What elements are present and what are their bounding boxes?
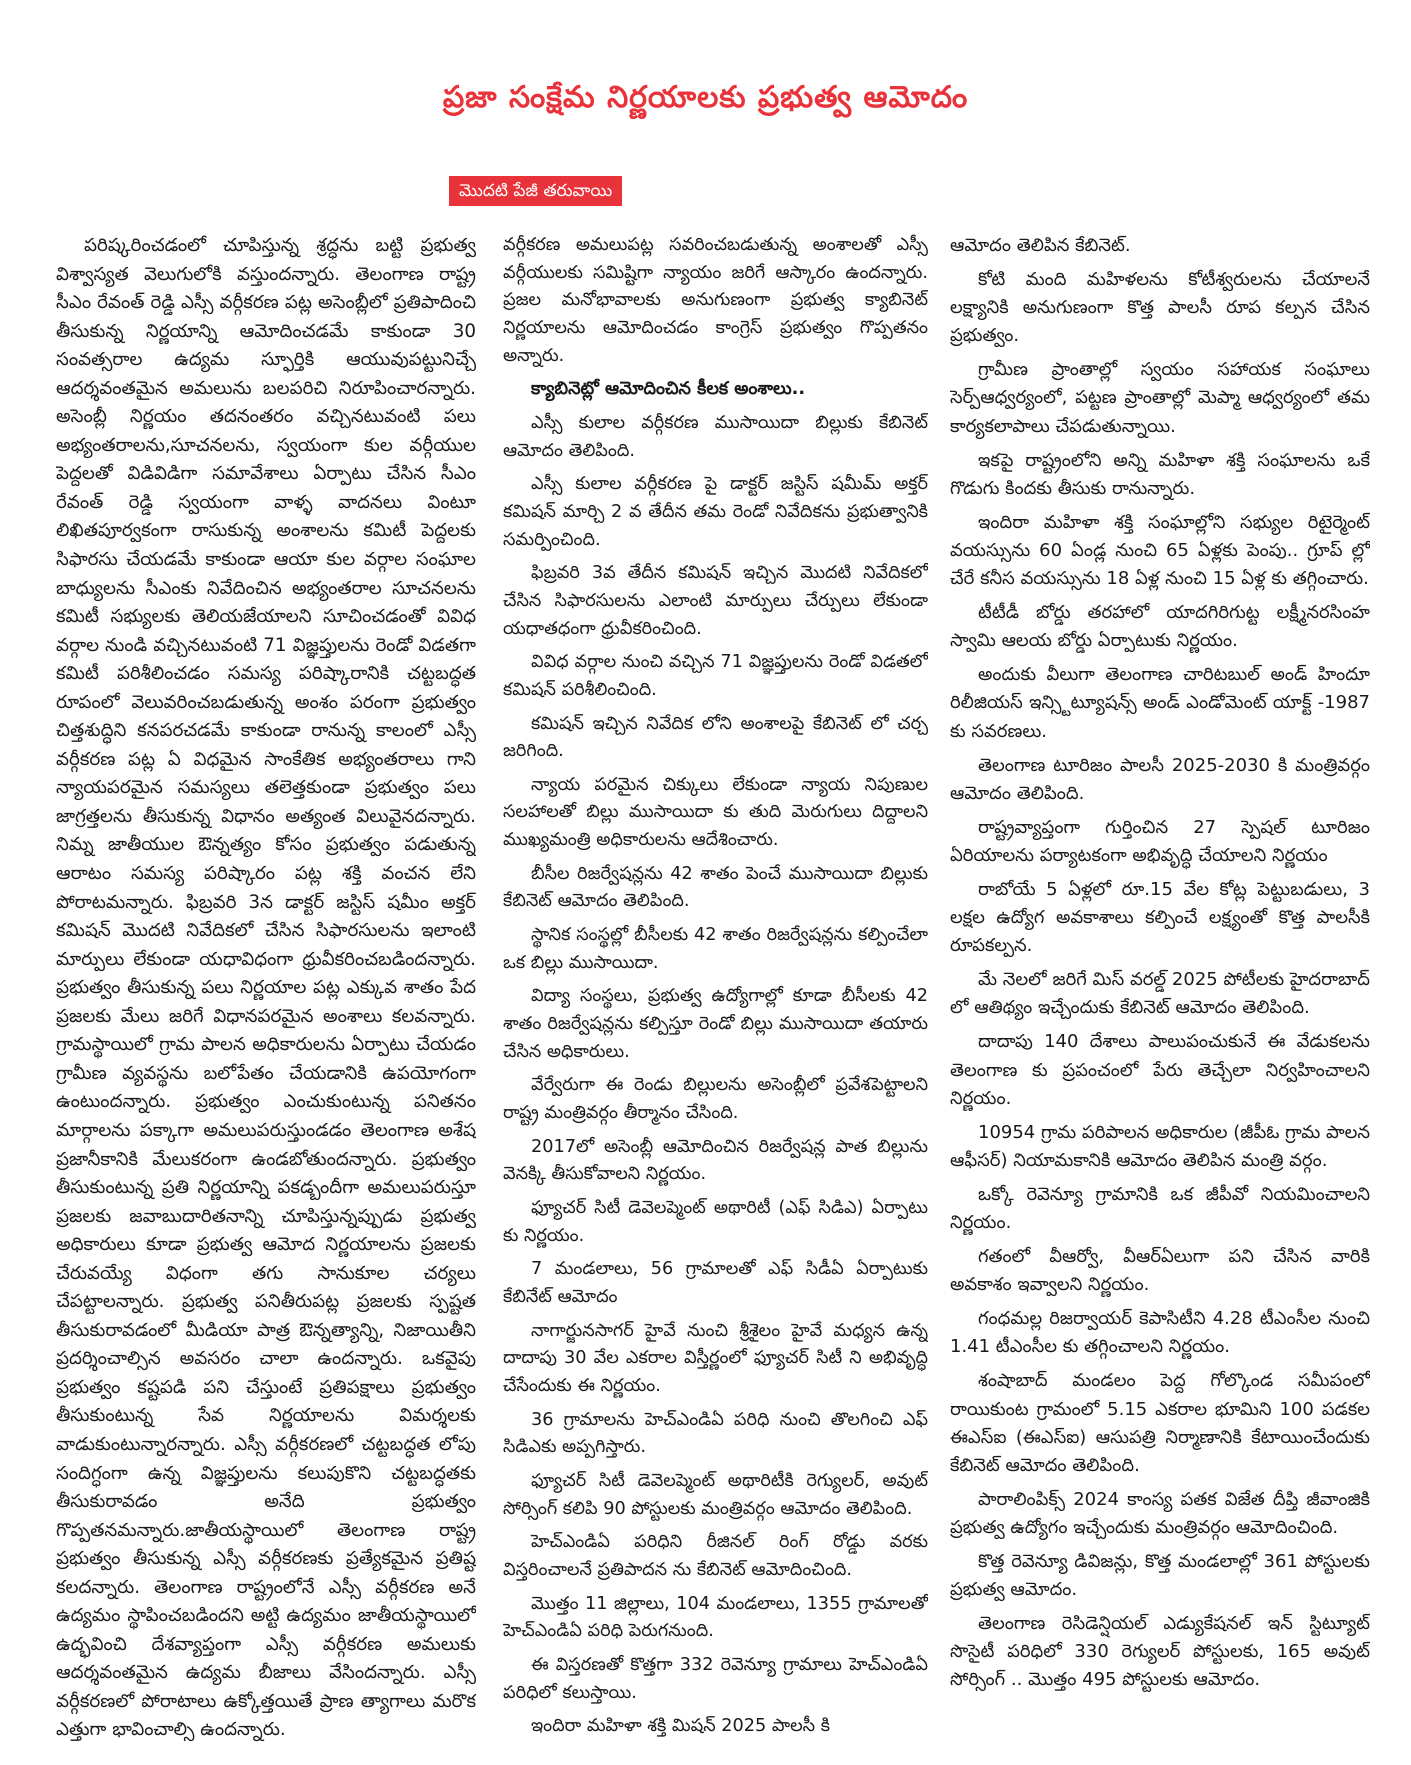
column-2-paragraph: ఫ్యూచర్ సిటీ డెవెలప్మెంట్ అథారిటీ (ఎఫ్ సిడిఎ) ఏర్పాటు కు నిర్ణయం. (503, 1198, 928, 1246)
column-3-paragraph: తెలంగాణ టూరిజం పాలసీ 2025-2030 కి మంత్రివర్గం ఆమోదం తెలిపింది. (950, 754, 1370, 804)
column-3-paragraph: పారాలింపిక్స్ 2024 కాంస్య పతక విజేత దీప్తి జీవాంజికి ప్రభుత్వ ఉద్యోగం ఇచ్చేందుకు మంత్రివర్గం ఆమోదించింది. (950, 1488, 1370, 1538)
column-2-paragraph: 7 మండలాలు, 56 గ్రామాలతో ఎఫ్ సిడీఏ ఏర్పాటుకు కేబినేట్ ఆమోదం (503, 1259, 928, 1307)
column-2-paragraph: మొత్తం 11 జిల్లాలు, 104 మండలాలు, 1355 గ్రామాలతో హెచ్ఎండిఏ పరిధి పెరుగనుంది. (503, 1593, 928, 1642)
column-2-paragraph: హెచ్ఎండిఏ పరిధిని రీజినల్ రింగ్ రోడ్డు వరకు విస్తరించాలనే ప్రతిపాదన ను కేబినెట్ ఆమోదించింది. (503, 1532, 928, 1580)
column-2-paragraph: విద్యా సంస్థలు, ప్రభుత్వ ఉద్యోగాల్లో కూడా బీసీలకు 42 శాతం రిజర్వేషన్లను కల్పిస్తూ రెండో బిల్లు ముసాయిదా తయారు చేసిన అధికారులు. (503, 986, 928, 1062)
column-2-paragraph: న్యాయ పరమైన చిక్కులు లేకుండా న్యాయ నిపుణుల సలహాలతో బిల్లు ముసాయిదా కు తుది మెరుగులు దిద్దాలని ముఖ్యమంత్రి అధికారులను ఆదేశించారు. (503, 774, 928, 851)
column-3-paragraph: కొత్త రెవెన్యూ డివిజన్లు, కొత్త మండలాల్లో 361 పోస్టులకు ప్రభుత్వ ఆమోదం. (950, 1551, 1370, 1601)
column-1-paragraph: పరిష్కరించడంలో చూపిస్తున్న శ్రద్ధను బట్టి ప్రభుత్వ విశ్వాస్యత వెలుగులోకి వస్తుందన్నారు. తెలంగాణ రాష్ట్ర సీఎం రేవంత్ రెడ్డి ఎస్సీ వర్గీకరణ పట్ల అసెంబ్లీలో ప్రతిపాదించి తీసుకున్న నిర్ణయాన్ని ఆమోదించడమే కాకుండా 30 సంవత్సరాల ఉద్యమ స్ఫూర్తికి ఆయువుపట్టునిచ్చే ఆదర్శవంతమైన అమలును బలపరిచి నిరూపించారన్నారు. అసెంబ్లీ నిర్ణయం తదనంతరం వచ్చినటువంటి పలు అభ్యంతరాలను,సూచనలను, స్వయంగా కుల వర్గీయుల పెద్దలతో విడివిడిగా సమావేశాలు ఏర్పాటు చేసిన సీఎం రేవంత్ రెడ్డి స్వయంగా వాళ్ళ వాదనలు వింటూ లిఖితపూర్వకంగా రాసుకున్న అంశాలను కమిటీ పెద్దలకు సిఫారసు చేయడమే కాకుండా ఆయా కుల వర్గాల సంఘాల బాధ్యులను సీఎంకు నివేదించిన అభ్యంతరాల సూచనలను కమిటీ సభ్యులకు తెలియజేయాలని సూచించడంతో వివిధ వర్గాల నుండి వచ్చినటువంటి 71 విజ్ఞప్తులను రెండో విడతగా కమిటీ పరిశీలించడం సమస్య పరిష్కారానికి చట్టబద్ధత రూపంలో వెలువరించబడుతున్న అంశం పరంగా ప్రభుత్వం చిత్తశుద్ధిని కనపరచడమే కాకుండా రానున్న కాలంలో ఎస్సీ వర్గీకరణ పట్ల ఏ విధమైన సాంకేతిక అభ్యంతరాలు గాని న్యాయపరమైన సమస్యలు తలెత్తకుండా ప్రభుత్వం పలు జాగ్రత్తలను తీసుకున్న విధానం అత్యంత విలువైనదన్నారు. నిమ్న జాతీయుల ఔన్నత్యం కోసం ప్రభుత్వం పడుతున్న ఆరాటం సమస్య పరిష్కారం పట్ల శక్తి వంచన లేని పోరాటమన్నారు. ఫిబ్రవరి 3న డాక్టర్ జస్టిస్ షమీం అక్తర్ కమిషన్ మొదటి నివేదికలో చేసిన సిఫారసులను ఇలాంటి మార్పులు లేకుండా యధావిధంగా ధ్రువీకరించబడిందన్నారు. ప్రభుత్వం తీసుకున్న పలు నిర్ణయాల పట్ల ఎక్కువ శాతం పేద ప్రజలకు మేలు జరిగే విధానపరమైన అంశాలు కలవన్నారు. గ్రామస్థాయిలో గ్రామ పాలన అధికారులను ఏర్పాటు చేయడం గ్రామీణ వ్యవస్థను బలోపేతం చేయడానికి ఉపయోగంగా ఉంటుందన్నారు. ప్రభుత్వం ఎంచుకుంటున్న పనితనం మార్గాలను పక్కాగా అమలుపరుస్తుండడం తెలంగాణ అశేష ప్రజానీకానికి మేలుకరంగా ఉండబోతుందన్నారు. ప్రభుత్వం తీసుకుంటున్న ప్రతి నిర్ణయాన్ని పకడ్బందీగా అమలుపరుస్తూ ప్రజలకు జవాబుదారితనాన్ని చూపిస్తున్నప్పుడు ప్రభుత్వ అధికారులు కూడా ప్రభుత్వ ఆమోద నిర్ణయాలను ప్రజలకు చేరువయ్యే విధంగా తగు సానుకూల చర్యలు చేపట్టాలన్నారు. ప్రభుత్వ పనితీరుపట్ల ప్రజలకు స్పష్టత తీసుకురావడంలో మీడియా పాత్ర ఔన్నత్యాన్ని, నిజాయితీని ప్రదర్శించాల్సిన అవసరం చాలా ఉందన్నారు. ఒకవైపు ప్రభుత్వం కష్టపడి పని చేస్తుంటే ప్రతిపక్షాలు ప్రభుత్వం తీసుకుంటున్న సేవ నిర్ణయాలను విమర్శలకు వాడుకుంటున్నారన్నారు. ఎస్సీ వర్గీకరణలో చట్టబద్ధత లోపు సందిగ్ధంగా ఉన్న విజ్ఞప్తులను కలుపుకొని చట్టబద్ధతకు తీసుకురావడం అనేది ప్రభుత్వం గొప్పతనమన్నారు.జాతీయస్థాయిలో తెలంగాణ రాష్ట్ర ప్రభుత్వం తీసుకున్న ఎస్సీ వర్గీకరణకు ప్రత్యేకమైన ప్రతిష్ట కలదన్నారు. తెలంగాణ రాష్ట్రంలోనే ఎస్సీ వర్గీకరణ అనే ఉద్యమం స్థాపించబడిందని అట్టి ఉద్యమం జాతీయస్థాయిలో ఉద్భవించి దేశవ్యాప్తంగా ఎస్సీ వర్గీకరణ అమలుకు ఆదర్శవంతమైన ఉద్యమ బీజాలు వేసిందన్నారు. ఎస్సీ వర్గీకరణలో పోరాటాలు ఉక్కోత్తయితే ప్రాణ త్యాగాలు మరొక ఎత్తుగా భావించాల్సి ఉందన్నారు. (56, 235, 476, 1741)
column-2-paragraph: స్థానిక సంస్థల్లో బీసీలకు 42 శాతం రిజర్వేషన్లను కల్పించేలా ఒక బిల్లు ముసాయిదా. (503, 925, 928, 973)
column-2-paragraph: ఎస్సీ కులాల వర్గీకరణ ముసాయిదా బిల్లుకు కేబినెట్ ఆమోదం తెలిపింది. (503, 412, 928, 461)
column-3-paragraph: టీటీడీ బోర్డు తరహాలో యాదగిరిగుట్ట లక్ష్మీనరసింహ స్వామి ఆలయ బోర్డు ఏర్పాటుకు నిర్ణయం. (950, 602, 1370, 652)
column-2-paragraph: నాగార్జునసాగర్ హైవే నుంచి శ్రీశైలం హైవే మధ్యన ఉన్న దాదాపు 30 వేల ఎకరాల విస్తీర్ణంలో ఫ్యూచర్ సిటీ ని అభివృద్ధి చేసేందుకు ఈ నిర్ణయం. (503, 1320, 928, 1396)
article-column-1 (56, 232, 476, 1757)
column-3-paragraph: రాబోయే 5 ఏళ్లలో రూ.15 వేల కోట్ల పెట్టుబడులు, 3 లక్షల ఉద్యోగ అవకాశాలు కల్పించే లక్ష్యంతో కొత్త పాలసీకి రూపకల్పన. (950, 878, 1370, 957)
column-2-paragraph: ఈ విస్తరణతో కొత్తగా 332 రెవెన్యూ గ్రామాలు హెచ్ఎండిఏ పరిధిలో కలుస్తాయి. (503, 1654, 928, 1703)
column-3-paragraph: మే నెలలో జరిగే మిస్ వరల్డ్ 2025 పోటీలకు హైదరాబాద్ లో ఆతిథ్యం ఇచ్చేందుకు కేబినెట్ ఆమోదం తెలిపింది. (950, 969, 1370, 1019)
column-2-paragraph: ఫిబ్రవరి 3వ తేదీన కమిషన్ ఇచ్చిన మొదటి నివేదికలో చేసిన సిఫారసులను ఎలాంటి మార్పులు చేర్పులు లేకుండా యధాతధంగా ధ్రువీకరించింది. (503, 563, 928, 639)
column-2-paragraph: వివిధ వర్గాల నుంచి వచ్చిన 71 విజ్ఞప్తులను రెండో విడతలో కమిషన్ పరిశీలించింది. (503, 652, 928, 700)
column-2-paragraph: ఫ్యూచర్ సిటీ డెవెలప్మెంట్ అథారిటీకి రెగ్యులర్, అవుట్ సోర్సింగ్ కలిపి 90 పోస్టులకు మంత్రివర్గం ఆమోదం తెలిపింది. (503, 1470, 928, 1519)
continued-from-front-page-label: మొదటి పేజీ తరువాయి (449, 176, 622, 206)
column-3-paragraph: 10954 గ్రామ పరిపాలన అధికారుల (జీపీఓ గ్రామ పాలన ఆఫీసర్) నియామకానికి ఆమోదం తెలిపిన మంత్రి వర్గం. (950, 1121, 1370, 1171)
column-2-paragraph: ఇందిరా మహిళా శక్తి మిషన్ 2025 పాలసీ కి (531, 1716, 830, 1737)
cabinet-key-decisions-subheading: క్యాబినెట్లో ఆమోదించిన కీలక అంశాలు.. (531, 379, 806, 400)
column-2-paragraph: బీసీల రిజర్వేషన్లను 42 శాతం పెంచే ముసాయిదా బిల్లుకు కేబినెట్ ఆమోదం తెలిపింది. (503, 863, 928, 912)
column-3-paragraph: ఒక్కో రెవెన్యూ గ్రామానికి ఒక జీపీవో నియమించాలని నిర్ణయం. (950, 1183, 1370, 1233)
column-3-paragraph: ఇకపై రాష్ట్రంలోని అన్ని మహిళా శక్తి సంఘాలను ఒకే గొడుగు కిందకు తీసుకు రానున్నారు. (950, 449, 1370, 499)
column-3-paragraph: గతంలో వీఆర్వో, వీఆర్ఏలుగా పని చేసిన వారికి అవకాశం ఇవ్వాలని నిర్ణయం. (950, 1246, 1370, 1296)
column-2-paragraph: 36 గ్రామాలను హెచ్ఎండిఏ పరిధి నుంచి తొలగించి ఎఫ్ సిడిఎకు అప్పగిస్తారు. (503, 1409, 928, 1458)
column-3-paragraph: అందుకు వీలుగా తెలంగాణ చారిటబుల్ అండ్ హిందూ రిలీజియస్ ఇన్స్టిట్యూషన్స్ అండ్ ఎండోమెంట్ యాక్ట్ -1987 కు సవరణలు. (950, 664, 1370, 742)
column-3-paragraph: గ్రామీణ ప్రాంతాల్లో స్వయం సహాయక సంఘాలు సెర్ప్ఆధ్వర్యంలో, పట్టణ ప్రాంతాల్లో మెప్మా ఆధ్వర్యంలో తమ కార్యకలాపాలు చేపడుతున్నాయి. (950, 359, 1370, 437)
column-2-paragraph: 2017లో అసెంబ్లీ ఆమోదించిన రిజర్వేషన్ల పాత బిల్లును వెనక్కి తీసుకోవాలని నిర్ణయం. (503, 1136, 928, 1185)
article-column-2 (503, 232, 928, 1757)
article-column-3 (950, 232, 1370, 1757)
column-3-paragraph: గంధమల్ల రిజర్వాయర్ కెపాసిటీని 4.28 టీఎంసీల నుంచి 1.41 టీఎంసీల కు తగ్గించాలని నిర్ణయం. (950, 1308, 1370, 1358)
column-3-paragraph: శంషాబాద్ మండలం పెద్ద గోల్కొండ సమీపంలో రాయికుంట గ్రామంలో 5.15 ఎకరాల భూమిని 100 పడకల ఈఎస్ఐ (ఈఎస్ఐ) ఆసుపత్రి నిర్మాణానికి కేటాయించేందుకు కేబినెట్ ఆమోదం తెలిపింది. (950, 1370, 1370, 1476)
column-3-paragraph: ఆమోదం తెలిపిన కేబినెట్. (950, 235, 1131, 256)
column-2-paragraph: వర్గీకరణ అమలుపట్ల సవరించబడుతున్న అంశాలతో ఎస్సీ వర్గీయులకు సమిష్టిగా న్యాయం జరిగే ఆస్కారం ఉందన్నారు. ప్రజల మనోభావాలకు అనుగుణంగా ప్రభుత్వ క్యాబినెట్ నిర్ణయాలను ఆమోదించడం కాంగ్రెస్ ప్రభుత్వం గొప్పతనం అన్నారు. (503, 235, 928, 366)
column-3-paragraph: దాదాపు 140 దేశాలు పాలుపంచుకునే ఈ వేడుకలను తెలంగాణ కు ప్రపంచంలో పేరు తెచ్చేలా నిర్వహించాలని నిర్ణయం. (950, 1031, 1370, 1109)
column-2-paragraph: ఎస్సీ కులాల వర్గీకరణ పై డాక్టర్ జస్టిస్ షమీమ్ అక్తర్ కమిషన్ మార్చి 2 వ తేదీన తమ రెండో నివేదికను ప్రభుత్వానికి సమర్పించింది. (503, 474, 928, 550)
column-3-paragraph: ఇందిరా మహిళా శక్తి సంఘాల్లోని సభ్యుల రిటైర్మెంట్ వయస్సును 60 ఏండ్ల నుంచి 65 ఏళ్లకు పెంపు.. గ్రూప్ ల్లో చేరే కనీస వయస్సును 18 ఏళ్ల నుంచి 15 ఏళ్ల కు తగ్గించారు. (950, 511, 1370, 590)
column-2-paragraph: వేర్వేరుగా ఈ రెండు బిల్లులను అసెంబ్లీలో ప్రవేశపెట్టాలని రాష్ట్ర మంత్రివర్గం తీర్మానం చేసింది. (503, 1075, 928, 1124)
column-2-paragraph: కమిషన్ ఇచ్చిన నివేదిక లోని అంశాలపై కేబినెట్ లో చర్చ జరిగింది. (503, 713, 928, 762)
headline: ప్రజా సంక్షేమ నిర్ణయాలకు ప్రభుత్వ ఆమోదం (442, 80, 969, 116)
column-3-paragraph: కోటి మంది మహిళలను కోటీశ్వరులను చేయాలనే లక్ష్యానికి అనుగుణంగా కొత్త పాలసీ రూప కల్పన చేసిన ప్రభుత్వం. (950, 269, 1370, 347)
column-3-paragraph: తెలంగాణ రెసిడెన్షియల్ ఎడ్యుకేషనల్ ఇన్ స్టిట్యూట్ సొసైటీ పరిధిలో 330 రెగ్యులర్ పోస్టులకు, 165 అవుట్ సోర్సింగ్ .. మొత్తం 495 పోస్టులకు ఆమోదం. (950, 1613, 1370, 1691)
column-3-paragraph: రాష్ట్రవ్యాప్తంగా గుర్తించిన 27 స్పెషల్ టూరిజం ఏరియాలను పర్యాటకంగా అభివృద్ధి చేయాలని నిర్ణయం (950, 816, 1370, 866)
